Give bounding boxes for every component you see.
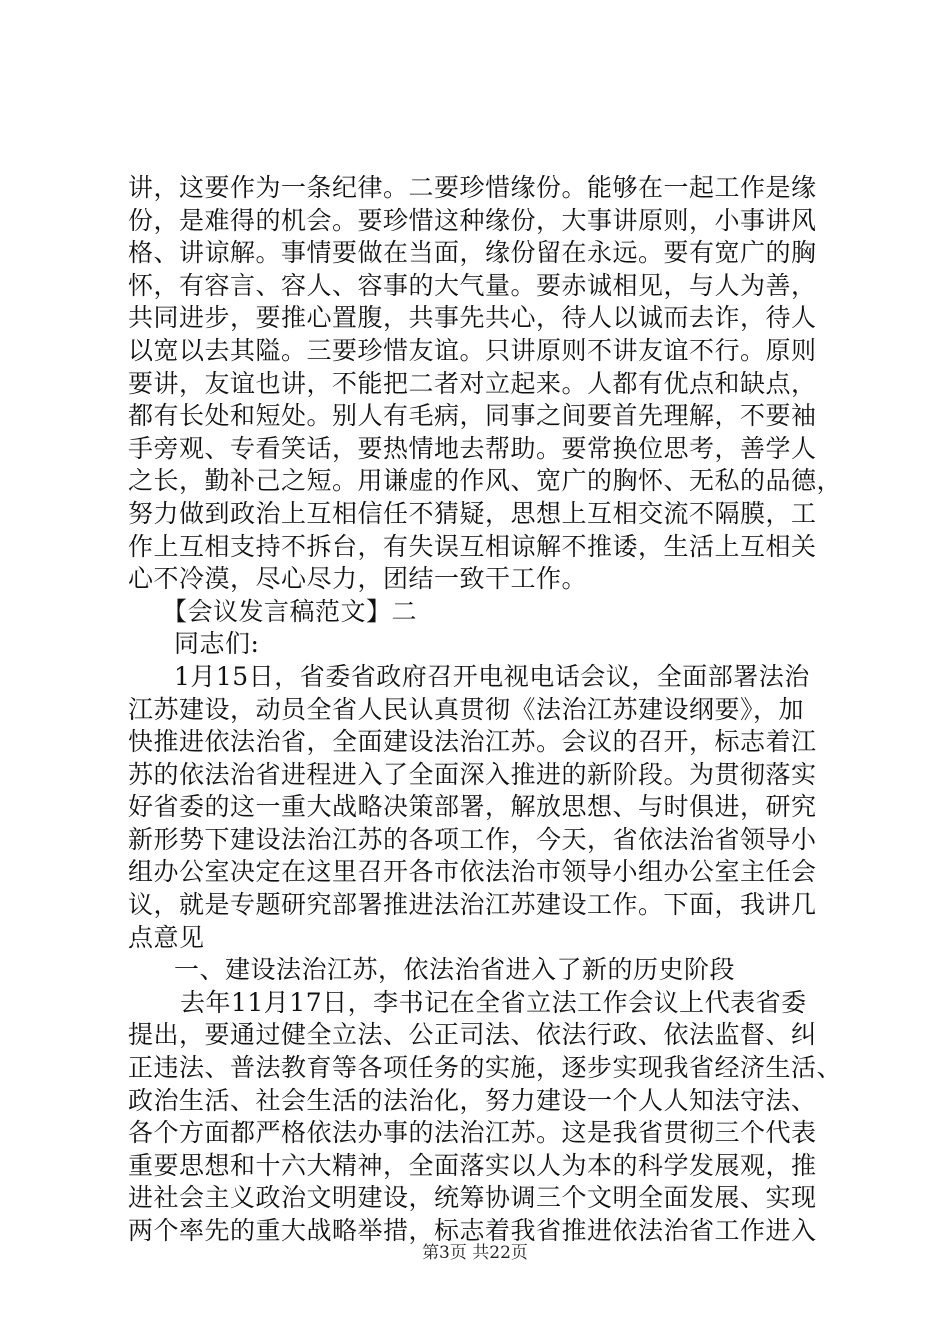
text-line: 份，是难得的机会。要珍惜这种缘份，大事讲原则，小事讲风 (128, 205, 817, 235)
text-line: 组办公室决定在这里召开各市依法治市领导小组办公室主任会 (128, 857, 817, 887)
text-line: 讲，这要作为一条纪律。二要珍惜缘份。能够在一起工作是缘 (128, 173, 817, 202)
text-line: 都有长处和短处。别人有毛病，同事之间要首先理解，不要袖 (128, 401, 817, 431)
text-line: 1月15日，省委省政府召开电视电话会议，全面部署法治 (174, 661, 810, 691)
text-line: 之长，勤补己之短。用谦虚的作风、宽广的胸怀、无私的品德， (128, 466, 843, 496)
text-line: 去年11月17日，李书记在全省立法工作会议上代表省委 (180, 987, 807, 1017)
text-line: 以宽以去其隘。三要珍惜友谊。只讲原则不讲友谊不行。原则 (128, 335, 817, 365)
text-line: 点意见 (128, 922, 205, 952)
text-line: 同志们: (174, 629, 260, 659)
text-line: 手旁观、专看笑话，要热情地去帮助。要常换位思考，善学人 (128, 433, 817, 463)
text-line: 各个方面都严格依法办事的法治江苏。这是我省贯彻三个代表 (128, 1118, 817, 1148)
text-line: 作上互相支持不拆台，有失误互相谅解不推诿，生活上互相关 (128, 531, 817, 561)
text-line: 格、讲谅解。事情要做在当面，缘份留在永远。要有宽广的胸 (128, 238, 817, 268)
text-line: 一、建设法治江苏，依法治省进入了新的历史阶段 (174, 955, 736, 985)
text-line: 政治生活、社会生活的法治化，努力建设一个人人知法守法、 (128, 1085, 817, 1115)
text-line: 心不冷漠，尽心尽力，团结一致干工作。 (128, 564, 588, 594)
text-line: 进社会主义政治文明建设，统筹协调三个文明全面发展、实现 (128, 1183, 817, 1213)
text-line: 正违法、普法教育等各项任务的实施，逐步实现我省经济生活、 (128, 1053, 843, 1083)
text-line: 怀，有容言、容人、容事的大气量。要赤诚相见，与人为善， (128, 270, 817, 300)
text-line: 共同进步，要推心置腹，共事先共心，待人以诚而去诈，待人 (128, 303, 817, 333)
text-line: 好省委的这一重大战略决策部署，解放思想、与时俱进，研究 (128, 792, 817, 822)
text-line: 快推进依法治省，全面建设法治江苏。会议的召开，标志着江 (128, 727, 817, 757)
text-line: 江苏建设，动员全省人民认真贯彻《法治江苏建设纲要》，加 (128, 694, 805, 724)
text-line: 重要思想和十六大精神，全面落实以人为本的科学发展观，推 (128, 1150, 817, 1180)
text-line: 提出，要通过健全立法、公正司法、依法行政、依法监督、纠 (128, 1020, 817, 1050)
text-line: 两个率先的重大战略举措，标志着我省推进依法治省工作进入 (128, 1216, 817, 1245)
text-line: 【会议发言稿范文】二 (162, 596, 418, 626)
text-line: 议，就是专题研究部署推进法治江苏建设工作。下面，我讲几 (128, 890, 817, 920)
text-line: 努力做到政治上互相信任不猜疑，思想上互相交流不隔膜，工 (128, 498, 817, 528)
text-line: 新形势下建设法治江苏的各项工作，今天，省依法治省领导小 (128, 824, 817, 854)
page-number-footer: 第3页 共22页 (422, 1243, 528, 1263)
text-line: 要讲，友谊也讲，不能把二者对立起来。人都有优点和缺点， (128, 368, 817, 398)
document-body (128, 172, 858, 1248)
text-line: 苏的依法治省进程进入了全面深入推进的新阶段。为贯彻落实 (128, 759, 817, 789)
